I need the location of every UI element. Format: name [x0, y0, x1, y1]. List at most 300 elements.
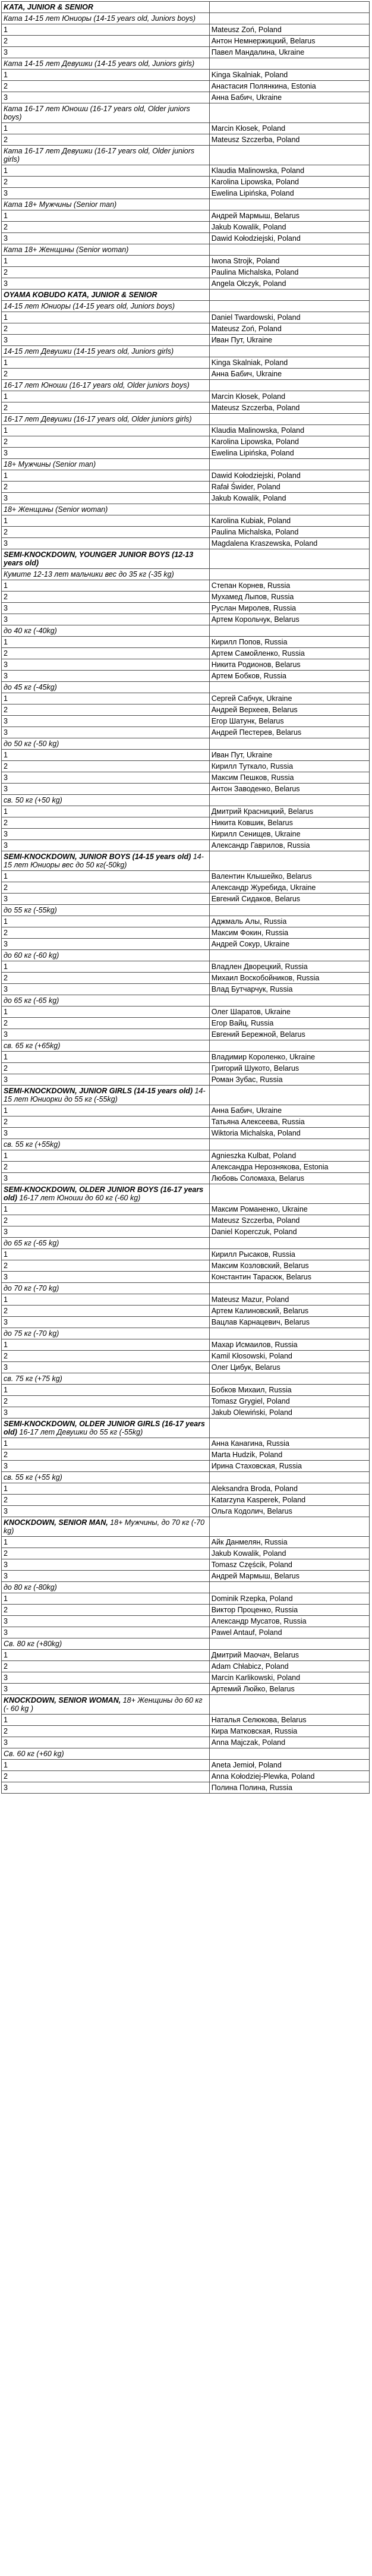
athlete-cell: Daniel Twardowski, Poland	[209, 312, 369, 323]
result-row	[2, 984, 370, 995]
athlete-cell: Андрей Сокур, Ukraine	[209, 939, 369, 950]
athlete-cell: Андрей Пестерев, Belarus	[209, 727, 369, 738]
place-cell: 3	[2, 984, 210, 995]
result-row	[2, 1173, 370, 1184]
empty-cell	[209, 795, 369, 806]
section-title-text: SEMI-KNOCKDOWN, OLDER JUNIOR GIRLS (16-17 years old)	[4, 1420, 205, 1436]
result-row	[2, 1362, 370, 1373]
place-cell: 1	[2, 210, 210, 222]
category-label: 18+ Женщины (Senior woman)	[2, 504, 210, 515]
place-cell: 2	[2, 1260, 210, 1272]
athlete-cell: Владимир Короленко, Ukraine	[209, 1052, 369, 1063]
athlete-cell: Влад Бутчарчук, Russia	[209, 984, 369, 995]
athlete-cell: Анна Канагина, Russia	[209, 1438, 369, 1449]
place-cell: 2	[2, 1605, 210, 1616]
athlete-cell: Klaudia Malinowska, Poland	[209, 425, 369, 436]
place-cell: 3	[2, 784, 210, 795]
result-row	[2, 1650, 370, 1661]
result-row	[2, 1272, 370, 1283]
section-title-text: KNOCKDOWN, SENIOR WOMAN,	[4, 1696, 121, 1704]
place-cell: 2	[2, 1116, 210, 1128]
result-row	[2, 1495, 370, 1506]
athlete-cell: Кирилл Попов, Russia	[209, 637, 369, 648]
athlete-cell: Артемий Люйко, Belarus	[209, 1684, 369, 1695]
category-row	[2, 380, 370, 391]
category-row	[2, 1638, 370, 1650]
place-cell: 2	[2, 592, 210, 603]
result-row	[2, 1396, 370, 1407]
place-cell: 1	[2, 1438, 210, 1449]
section-title	[2, 1695, 210, 1715]
result-row	[2, 1616, 370, 1627]
place-cell: 3	[2, 603, 210, 614]
empty-cell	[209, 1418, 369, 1438]
section-subtitle-text: 16-17 лет Девушки до 55 кг (-55kg)	[17, 1428, 143, 1436]
athlete-cell: Олег Цибук, Belarus	[209, 1362, 369, 1373]
place-cell: 2	[2, 527, 210, 538]
result-row	[2, 1339, 370, 1351]
place-cell: 1	[2, 425, 210, 436]
category-row	[2, 414, 370, 425]
athlete-cell: Mateusz Szczerba, Poland	[209, 1215, 369, 1226]
place-cell: 2	[2, 1063, 210, 1074]
result-row	[2, 761, 370, 772]
result-row	[2, 527, 370, 538]
athlete-cell: Роман Зубас, Russia	[209, 1074, 369, 1086]
place-cell: 1	[2, 1007, 210, 1018]
athlete-cell: Егор Шатунк, Belarus	[209, 716, 369, 727]
category-label: до 55 кг (-55kg)	[2, 905, 210, 916]
empty-cell	[209, 103, 369, 123]
athlete-cell: Анна Бабич, Ukraine	[209, 92, 369, 103]
place-cell: 3	[2, 1559, 210, 1571]
athlete-cell: Dominik Rzepka, Poland	[209, 1593, 369, 1605]
place-cell: 3	[2, 448, 210, 459]
empty-cell	[209, 290, 369, 301]
place-cell: 2	[2, 402, 210, 414]
category-label: до 65 кг (-65 kg)	[2, 1238, 210, 1249]
result-row	[2, 1215, 370, 1226]
category-row	[2, 146, 370, 165]
category-label: св. 55 кг (+55kg)	[2, 1139, 210, 1150]
section-header-row	[2, 1086, 370, 1105]
athlete-cell: Максим Козловский, Belarus	[209, 1260, 369, 1272]
athlete-cell: Rafał Świder, Poland	[209, 482, 369, 493]
athlete-cell: Dawid Kołodziejski, Poland	[209, 470, 369, 482]
category-row	[2, 738, 370, 750]
category-row	[2, 1328, 370, 1339]
place-cell: 2	[2, 648, 210, 659]
category-row	[2, 905, 370, 916]
place-cell: 2	[2, 1215, 210, 1226]
empty-cell	[209, 1086, 369, 1105]
place-cell: 3	[2, 188, 210, 199]
category-label: Ката 18+ Женщины (Senior woman)	[2, 244, 210, 256]
result-row	[2, 470, 370, 482]
place-cell: 1	[2, 693, 210, 704]
category-label: до 80 кг (-80kg)	[2, 1582, 210, 1593]
athlete-cell: Артем Корольчук, Belarus	[209, 614, 369, 625]
result-row	[2, 369, 370, 380]
athlete-cell: Кирилл Туткало, Russia	[209, 761, 369, 772]
result-row	[2, 973, 370, 984]
place-cell: 3	[2, 1074, 210, 1086]
result-row	[2, 222, 370, 233]
result-row	[2, 1150, 370, 1162]
athlete-cell: Mateusz Szczerba, Poland	[209, 134, 369, 146]
result-row	[2, 1063, 370, 1074]
place-cell: 2	[2, 1162, 210, 1173]
place-cell: 1	[2, 1052, 210, 1063]
section-title-text: KNOCKDOWN, SENIOR MAN,	[4, 1518, 108, 1527]
category-row	[2, 103, 370, 123]
result-row	[2, 1726, 370, 1737]
place-cell: 1	[2, 1715, 210, 1726]
place-cell: 3	[2, 1173, 210, 1184]
result-row	[2, 1074, 370, 1086]
athlete-cell: Marcin Karlikowski, Poland	[209, 1672, 369, 1684]
result-row	[2, 727, 370, 738]
section-subtitle-text: 16-17 лет Юноши до 60 кг (-60 kg)	[17, 1194, 141, 1202]
athlete-cell: Jakub Olewiński, Poland	[209, 1407, 369, 1418]
section-header-row	[2, 1184, 370, 1204]
empty-cell	[209, 1040, 369, 1052]
athlete-cell: Wiktoria Michalska, Poland	[209, 1128, 369, 1139]
section-title-text: SEMI-KNOCKDOWN, JUNIOR BOYS (14-15 years old)	[4, 853, 191, 861]
athlete-cell: Андрей Мармыш, Belarus	[209, 210, 369, 222]
place-cell: 2	[2, 369, 210, 380]
result-row	[2, 1260, 370, 1272]
section-title-text: SEMI-KNOCKDOWN, OLDER JUNIOR BOYS (16-17 years old)	[4, 1185, 204, 1202]
result-row	[2, 515, 370, 527]
result-row	[2, 123, 370, 134]
result-row	[2, 1116, 370, 1128]
athlete-cell: Klaudia Malinowska, Poland	[209, 165, 369, 177]
empty-cell	[209, 1472, 369, 1483]
section-title	[2, 1184, 210, 1204]
place-cell: 2	[2, 436, 210, 448]
athlete-cell: Андрей Мармыш, Belarus	[209, 1571, 369, 1582]
empty-cell	[209, 738, 369, 750]
athlete-cell: Артем Самойленко, Russia	[209, 648, 369, 659]
result-row	[2, 482, 370, 493]
section-title-text: SEMI-KNOCKDOWN, YOUNGER JUNIOR BOYS (12-13 years old)	[4, 551, 194, 567]
section-header-row	[2, 549, 370, 569]
athlete-cell: Полина Полина, Russia	[209, 1782, 369, 1794]
empty-cell	[209, 995, 369, 1007]
place-cell: 2	[2, 134, 210, 146]
section-title	[2, 1517, 210, 1537]
athlete-cell: Mateusz Mazur, Poland	[209, 1294, 369, 1306]
result-row	[2, 24, 370, 36]
athlete-cell: Анна Бабич, Ukraine	[209, 1105, 369, 1116]
empty-cell	[209, 851, 369, 871]
result-row	[2, 323, 370, 335]
place-cell: 2	[2, 1018, 210, 1029]
result-row	[2, 1593, 370, 1605]
athlete-cell: Iwona Strojk, Poland	[209, 256, 369, 267]
result-row	[2, 36, 370, 47]
result-row	[2, 1537, 370, 1548]
result-row	[2, 1204, 370, 1215]
place-cell: 2	[2, 973, 210, 984]
result-row	[2, 1226, 370, 1238]
place-cell: 1	[2, 312, 210, 323]
athlete-cell: Александр Мусатов, Russia	[209, 1616, 369, 1627]
section-title	[2, 1086, 210, 1105]
athlete-cell: Владлен Дворецкий, Russia	[209, 961, 369, 973]
place-cell: 3	[2, 829, 210, 840]
place-cell: 2	[2, 927, 210, 939]
result-row	[2, 1461, 370, 1472]
empty-cell	[209, 1517, 369, 1537]
result-row	[2, 693, 370, 704]
athlete-cell: Karolina Lipowska, Poland	[209, 177, 369, 188]
athlete-cell: Mateusz Zoń, Poland	[209, 24, 369, 36]
athlete-cell: Аджмаль Алы, Russia	[209, 916, 369, 927]
category-label: 16-17 лет Юноши (16-17 years old, Older juniors boys)	[2, 380, 210, 391]
result-row	[2, 1571, 370, 1582]
athlete-cell: Marta Hudzik, Poland	[209, 1449, 369, 1461]
place-cell: 1	[2, 1150, 210, 1162]
place-cell: 3	[2, 1029, 210, 1040]
result-row	[2, 47, 370, 58]
place-cell: 2	[2, 1771, 210, 1782]
category-row	[2, 625, 370, 637]
place-cell: 2	[2, 1661, 210, 1672]
empty-cell	[209, 569, 369, 580]
place-cell: 1	[2, 961, 210, 973]
empty-cell	[209, 1139, 369, 1150]
result-row	[2, 425, 370, 436]
place-cell: 3	[2, 1128, 210, 1139]
empty-cell	[209, 1748, 369, 1760]
result-row	[2, 1162, 370, 1173]
place-cell: 3	[2, 772, 210, 784]
category-row	[2, 682, 370, 693]
result-row	[2, 637, 370, 648]
result-row	[2, 1771, 370, 1782]
place-cell: 1	[2, 470, 210, 482]
athlete-cell: Дмитрий Маочач, Belarus	[209, 1650, 369, 1661]
category-row	[2, 795, 370, 806]
place-cell: 1	[2, 1483, 210, 1495]
place-cell: 3	[2, 1737, 210, 1748]
result-row	[2, 1317, 370, 1328]
empty-cell	[209, 1328, 369, 1339]
empty-cell	[209, 380, 369, 391]
result-row	[2, 92, 370, 103]
place-cell: 1	[2, 391, 210, 402]
result-row	[2, 592, 370, 603]
place-cell: 2	[2, 1351, 210, 1362]
section-header-row	[2, 2, 370, 13]
section-title-text: KATA, JUNIOR & SENIOR	[4, 3, 93, 11]
place-cell: 3	[2, 1226, 210, 1238]
section-title-text: SEMI-KNOCKDOWN, JUNIOR GIRLS (14-15 years old)	[4, 1087, 193, 1095]
result-row	[2, 1128, 370, 1139]
empty-cell	[209, 1373, 369, 1385]
result-row	[2, 1605, 370, 1616]
category-row	[2, 1283, 370, 1294]
section-subtitle-text: 18+ Женщины до 60 кг (- 60 kg )	[4, 1696, 203, 1713]
category-row	[2, 459, 370, 470]
place-cell: 3	[2, 1616, 210, 1627]
athlete-cell: Максим Пешков, Russia	[209, 772, 369, 784]
place-cell: 3	[2, 493, 210, 504]
athlete-cell: Jakub Kowalik, Poland	[209, 1548, 369, 1559]
result-row	[2, 312, 370, 323]
section-header-row	[2, 290, 370, 301]
athlete-cell: Marcin Kłosek, Poland	[209, 391, 369, 402]
empty-cell	[209, 950, 369, 961]
result-row	[2, 278, 370, 290]
category-label: св. 75 кг (+75 kg)	[2, 1373, 210, 1385]
category-label: до 75 кг (-70 kg)	[2, 1328, 210, 1339]
category-label: до 40 кг (-40kg)	[2, 625, 210, 637]
place-cell: 1	[2, 806, 210, 817]
place-cell: 1	[2, 871, 210, 882]
place-cell: 3	[2, 1272, 210, 1283]
result-row	[2, 1018, 370, 1029]
result-row	[2, 1249, 370, 1260]
result-row	[2, 1760, 370, 1771]
result-row	[2, 716, 370, 727]
result-row	[2, 750, 370, 761]
empty-cell	[209, 414, 369, 425]
category-label: 14-15 лет Юниоры (14-15 years old, Juniors boys)	[2, 301, 210, 312]
place-cell: 1	[2, 1593, 210, 1605]
section-header-row	[2, 1695, 370, 1715]
place-cell: 3	[2, 671, 210, 682]
result-row	[2, 580, 370, 592]
empty-cell	[209, 1283, 369, 1294]
athlete-cell: Mateusz Szczerba, Poland	[209, 402, 369, 414]
athlete-cell: Katarzyna Kasperek, Poland	[209, 1495, 369, 1506]
category-row	[2, 1373, 370, 1385]
place-cell: 1	[2, 1537, 210, 1548]
result-row	[2, 882, 370, 894]
result-row	[2, 961, 370, 973]
empty-cell	[209, 1184, 369, 1204]
result-row	[2, 772, 370, 784]
section-title	[2, 2, 210, 13]
category-label: 18+ Мужчины (Senior man)	[2, 459, 210, 470]
result-row	[2, 1715, 370, 1726]
result-row	[2, 817, 370, 829]
category-row	[2, 1748, 370, 1760]
category-row	[2, 569, 370, 580]
result-row	[2, 538, 370, 549]
athlete-cell: Tomasz Grygiel, Poland	[209, 1396, 369, 1407]
place-cell: 3	[2, 894, 210, 905]
result-row	[2, 1105, 370, 1116]
category-label: до 60 кг (-60 kg)	[2, 950, 210, 961]
empty-cell	[209, 625, 369, 637]
result-row	[2, 81, 370, 92]
place-cell: 2	[2, 267, 210, 278]
place-cell: 3	[2, 614, 210, 625]
result-row	[2, 1782, 370, 1794]
empty-cell	[209, 13, 369, 24]
empty-cell	[209, 1582, 369, 1593]
athlete-cell: Adam Chłabicz, Poland	[209, 1661, 369, 1672]
result-row	[2, 1407, 370, 1418]
empty-cell	[209, 199, 369, 210]
athlete-cell: Kinga Skalniak, Poland	[209, 357, 369, 369]
place-cell: 3	[2, 1627, 210, 1638]
athlete-cell: Tomasz Częścik, Poland	[209, 1559, 369, 1571]
athlete-cell: Павел Мандалина, Ukraine	[209, 47, 369, 58]
athlete-cell: Бобков Михаил, Russia	[209, 1385, 369, 1396]
empty-cell	[209, 1638, 369, 1650]
place-cell: 2	[2, 1548, 210, 1559]
result-row	[2, 165, 370, 177]
athlete-cell: Kamil Kłosowski, Poland	[209, 1351, 369, 1362]
place-cell: 1	[2, 637, 210, 648]
athlete-cell: Евгений Сидаков, Belarus	[209, 894, 369, 905]
result-row	[2, 493, 370, 504]
place-cell: 2	[2, 222, 210, 233]
athlete-cell: Александр Гаврилов, Russia	[209, 840, 369, 851]
athlete-cell: Karolina Lipowska, Poland	[209, 436, 369, 448]
result-row	[2, 391, 370, 402]
result-row	[2, 614, 370, 625]
place-cell: 2	[2, 1495, 210, 1506]
place-cell: 3	[2, 1362, 210, 1373]
athlete-cell: Jakub Kowalik, Poland	[209, 222, 369, 233]
result-row	[2, 134, 370, 146]
result-row	[2, 1351, 370, 1362]
athlete-cell: Anna Majczak, Poland	[209, 1737, 369, 1748]
category-row	[2, 1238, 370, 1249]
section-subtitle-text: 14-15 лет Юниорки до 55 кг (-55kg)	[4, 1087, 206, 1103]
place-cell: 3	[2, 335, 210, 346]
place-cell: 2	[2, 817, 210, 829]
result-row	[2, 1684, 370, 1695]
section-header-row	[2, 1517, 370, 1537]
section-title	[2, 1418, 210, 1438]
result-row	[2, 1294, 370, 1306]
athlete-cell: Paulina Michalska, Poland	[209, 267, 369, 278]
result-row	[2, 1306, 370, 1317]
result-row	[2, 1672, 370, 1684]
result-row	[2, 1661, 370, 1672]
place-cell: 1	[2, 1105, 210, 1116]
category-label: Ката 16-17 лет Юноши (16-17 years old, Older juniors boys)	[2, 103, 210, 123]
empty-cell	[209, 459, 369, 470]
section-header-row	[2, 851, 370, 871]
section-header-row	[2, 1418, 370, 1438]
place-cell: 3	[2, 840, 210, 851]
athlete-cell: Максим Романенко, Ukraine	[209, 1204, 369, 1215]
empty-cell	[209, 549, 369, 569]
place-cell: 1	[2, 1294, 210, 1306]
place-cell: 1	[2, 165, 210, 177]
athlete-cell: Егор Вайц, Russia	[209, 1018, 369, 1029]
category-label: св. 65 кг (+65kg)	[2, 1040, 210, 1052]
place-cell: 3	[2, 716, 210, 727]
category-row	[2, 199, 370, 210]
place-cell: 2	[2, 482, 210, 493]
result-row	[2, 1007, 370, 1018]
place-cell: 1	[2, 515, 210, 527]
athlete-cell: Татьяна Алексеева, Russia	[209, 1116, 369, 1128]
result-row	[2, 806, 370, 817]
empty-cell	[209, 58, 369, 70]
place-cell: 3	[2, 1571, 210, 1582]
category-label: 14-15 лет Девушки (14-15 years old, Juniors girls)	[2, 346, 210, 357]
